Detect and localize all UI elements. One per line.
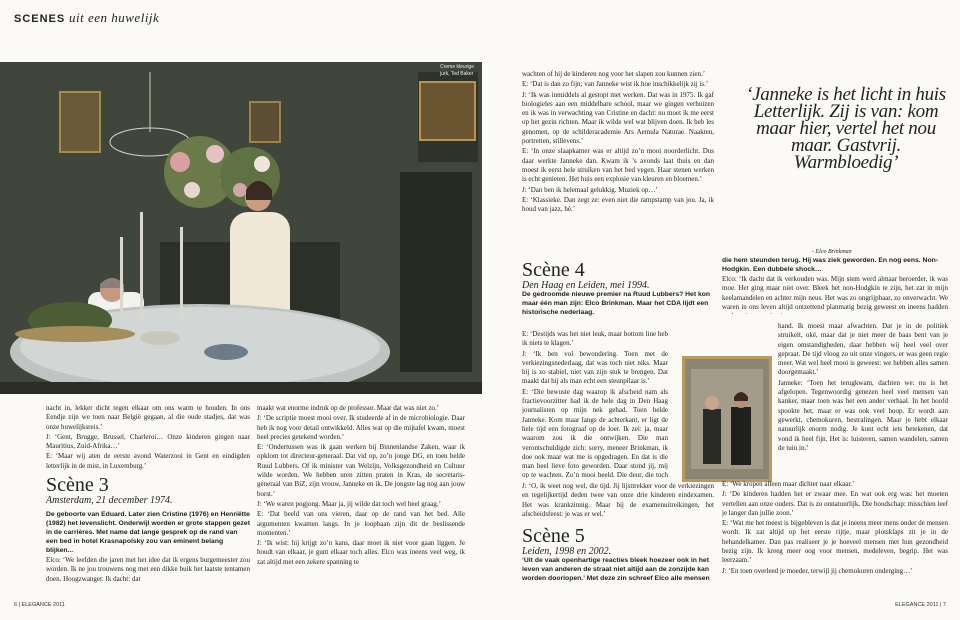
paragraph: E: ‘Ondertussen was ik gaan werken bij Binnenlandse Zaken, waar ik opklom tot directeur-generaal. Dat vid op, zo’n jonge DG, en toen belde Ruud Lubbers. Of ik minister van Welzijn, Volksgezondheid en Cultuur wilde worden. We hebben uren zitten praten in Kras, de secretaris-generaal van BiZ, zijn vrouw, Janneke en ik. De jongste lag nog aan jouw borst.’ xyxy=(257,443,465,498)
scene-5-heading: Scène 5 xyxy=(522,525,585,547)
paragraph: J: ‘De kinderen hadden het er zwaar mee. En wat ook erg was: het moeten vertellen aan onze ouders. Dat is zo onnatuurlijk. Die boodschap: misschien leef je langer dan jullie zoon.’ xyxy=(722,490,948,517)
paragraph: hand. Ik moest maar afwachten. Dat je in de politiek struikelt, oké, maar dat je niet meer de baas bent van je eigen omstandigheden, daar hebben wij heel veel over gepraat. De tijd vloog zo uit onze vingers, er was geen regie meer. Wat wel heel mooi is geweest: we hebben alles samen doorgemaakt.’ xyxy=(778,322,948,377)
scene-3-date: Amsterdam, 21 december 1974. xyxy=(46,495,173,507)
scene-5-lead-block xyxy=(522,556,714,592)
scene-4-heading: Scène 4 xyxy=(522,259,585,281)
paragraph: wachten of hij de kinderen nog voor het slapen zou kunnen zien.’ xyxy=(522,70,706,78)
paragraph: E: ‘Klassieke. Dan zegt ze: even niet die rampstamp van jou. Ja, ik houd van jazz, hè.’ xyxy=(522,195,714,214)
paragraph: nacht in, lekker dicht tegen elkaar om ons warm te houden. In ons Eendje zijn we toen naar België gegaan, al die oude stadjes, dat was onze huwelijksreis.’ xyxy=(46,404,250,431)
text-column-4-top xyxy=(722,256,948,314)
scene-3-heading: Scène 3 xyxy=(46,474,109,497)
dining-room-illustration xyxy=(0,62,482,394)
paragraph: Elco: ‘We leefden die jaren met het idee dat ik ergens burgemeester zou worden. Ik ne jou trouwens nog met een dikke buik het laatste tentamen doen. Hoogzwanger. Ik dacht: dat xyxy=(46,556,250,583)
paragraph: J: ‘De scriptie moest mooi over. Ik studeerde af in de microbiologie. Daar heb ik nog voor detail ontwikkeld. Alles wat op die mijtafel kwam, moest heel precies getekend worden.’ xyxy=(257,414,465,441)
paragraph: Janneke: ‘Toen het terugkwam, dachten we: nu is het afgelopen. Tegenwoordig genezen heel veel mensen van kanker, maar toen was het een ander verhaal. In het hoofd spookte het, maar er was ook veel hoop. Er wordt aan gewerkt, chemokuren, bestralingen. Maar je hebt elkaar natuurlijk enorm nodig. Je kunt echt iets betekenen, dat vond ik heel fijn. Het is: luisteren, samen wandelen, samen de tuin in.’ xyxy=(778,378,948,452)
section-label: SCENES xyxy=(14,13,66,25)
footer-left: 6 | ELEGANCE 2011 xyxy=(14,602,65,608)
quote-attribution: - Elco Brinkman xyxy=(812,249,852,255)
scene-5-date: Leiden, 1998 en 2002. xyxy=(522,546,612,557)
paragraph: E: ‘We kropen alleen maar dichter naar elkaar.’ xyxy=(722,480,855,488)
text-column-4-narrow xyxy=(778,322,948,474)
text-column-4-bottom xyxy=(722,480,948,598)
scene-4-date: Den Haag en Leiden, mei 1994. xyxy=(522,280,650,291)
paragraph: E: ‘Die bewuste dag waarop ik afscheid nam als fractievoorzitter had ik de hele dag in Den Haag journalisten op mijn nek gehad. Toen belde Janneke. Kom maar langs de achterkant, er ligt de hele tijd een fotograaf op de loer. Ik zei: ja, maar waarom zou ik die ontwijken. Die man verontschuldigde zich: sorry, meneer Brinkman, ik doe ook maar wat me is opgedragen. En dat is die man heel lieve foto geworden. Daar stond jij, mij op te wachten. Zo’n mooi beeld. Die deur, die toch xyxy=(522,387,668,478)
text-column-3-lower xyxy=(522,482,714,520)
scene-5-lead: ‘Uit de vaak openhartige reacties bleek hoezeer ook in het leven van anderen de straat niet altijd aan de zonzijde kan worden doorlopen.’ Met deze zin schreef Elco alle mensen xyxy=(522,557,710,582)
couple-in-mirror-illustration xyxy=(685,359,769,479)
paragraph: J: ‘En toen overleed je moeder, terwijl jij chemokuren onderging…’ xyxy=(722,566,913,575)
paragraph: J: ‘Gent, Brugge, Brussel, Charleroi… Onze kinderen gingen naar Mauritius, Zuid-Afrika…’ xyxy=(46,432,250,451)
section-header xyxy=(14,10,159,26)
paragraph: E: ‘Maar wij aten de eerste avond Waterzooi in Gent en eindigden letterlijk in de mist, in Luxemburg.’ xyxy=(46,452,250,470)
scene-4-lead-block xyxy=(522,290,714,326)
paragraph: J: ‘Ik ben vol bewondering. Toen met de verkiezingsnederlaag, dat was toch niet niks. Maar hij is zo stabiel, niet van zijn stuk te brengen. Dat maakt dat hij als man echt een steunpilaar is.’ xyxy=(522,349,668,386)
scene-3-lead: De geboorte van Eduard. Later zien Cristine (1976) en Henriëtte (1982) het levenslicht. Onderwijl worden er grote stappen gezet in de carrières. Met name dat lange gesprek op de rand van een bed in hotel Krasnapolsky zou van eminent belang blijken... xyxy=(46,511,250,555)
footer-right: ELEGANCE 2011 | 7 xyxy=(895,602,946,608)
pull-quote: ‘Janneke is het licht in huis Letterlijk. Zij is van: kom maar hier, vertel het nou maar. Gastvrij. Warmbloedig’ xyxy=(746,84,946,173)
inset-photo xyxy=(682,356,772,482)
paragraph: J: ‘Ik wist: hij krijgt zo’n kans, daar moet ik niet voor gaan liggen. Je houdt van elkaar, je gunt elkaar toch alles. Elco was ineens veel weg, ik zat altijd met een zekere spanning te xyxy=(257,539,465,566)
text-column-3-top xyxy=(522,70,714,254)
text-column-2 xyxy=(257,404,465,600)
paragraph: J: ‘We waren pogjong. Maar ja, jij wilde dat toch wel heel graag.’ xyxy=(257,499,441,508)
paragraph: J: ‘Dan ben ik helemaal gelukkig. Muziek op…’ xyxy=(522,185,658,194)
scene-4-lead: De gedroomde nieuwe premier na Ruud Lubbers? Het kon maar één man zijn: Elco Brinkman. Maar het CDA lijdt een historische nederlaag. xyxy=(522,291,711,316)
text-column-1 xyxy=(46,404,250,600)
scene-5-lead-continued: die hem steunden terug. Hij was ziek geworden. En nog eens. Non-Hodgkin. Een dubbele shock… xyxy=(722,257,939,273)
paragraph: E: ‘Dat is dan zo fijn; van Janneke wist ik hoe inschikkelijk zij is.’ xyxy=(522,80,709,89)
photo-credit: Creme kleurige jurk, Ted Baker xyxy=(440,64,474,77)
paragraph: J: ‘O, ik weet nog wel, die tijd. Jij lijsttrekker voor de verkiezingen en tegelijkertijd deden twee van onze drie kinderen eindexamen. Het was krankzinnig. Maar bij de examenuitreikingen, het afscheidsfeest: je was er wel.’ xyxy=(522,482,714,518)
paragraph: E: ‘Destijds was het niet leuk, maar bottom line heb ik niets te klagen.’ xyxy=(522,330,668,348)
section-subtitle: uit een huwelijk xyxy=(69,10,160,25)
paragraph: E: ‘In onze slaapkamer was er altijd zo’n mooi noorderlicht. Dus daar werkte Janneke dan. Kwam ik ’s avonds laat thuis en dan moest ik eerst hele struiken van het bed vegen. Haar stenen werken is echt genieten. Het huis een explosie van kleuren en bloemen.’ xyxy=(522,147,714,184)
paragraph: Elco: ‘Ik dacht dat ik verkouden was. Mijn stem werd almaar beroerder, ik was moe. Het ging maar niet over. Bleek het non-Hodgkin te zijn, het zat in mijn keelamandelen en achter mijn neus. Het was zo ongrijpbaar, zo onverwacht. We waren in ons leven altijd ontzettend planmatig bezig geweest en ineens hadden xyxy=(722,275,948,311)
text-column-3-narrow xyxy=(522,330,668,478)
paragraph: J: ‘Ik was inmiddels al gestopt met werken. Dat was in 1975. Ik gaf biologieles aan een middelbare school, maar we gingen verhuizen en ik was in verwachting van Cristine en dacht: nu moet ik me eerst op het gezin richten. Maar ik wilde wel wat blijven doen. Ik heb les genomen, op de schilderacademie Ars Aemula Naturae. Naakten, portretten, stillevens.’ xyxy=(522,90,714,146)
paragraph: maakt wat enorme indruk op de professor. Maar dat was niet zo.’ xyxy=(257,404,440,412)
paragraph: E: ‘Wat me het meest is bijgebleven is dat je ineens meer mens onder de mensen wordt. Ik zat altijd op het eerste rijtje, maar plotsklaps zit je in de behandelkamer. Dan pas realiseer je je hoeveel mensen met hun gezondheid bezig zijn. Ik kreeg meer oog voor mensen, medeleven, begrip. Het was leerzaam.’ xyxy=(722,519,948,565)
main-photo xyxy=(0,62,482,394)
paragraph: E: ‘Dat beeld van ons vieren, daar op de rand van het bed. Alle argumenten kwamen langs. In je loopbaan zijn dit de beslissende momenten.’ xyxy=(257,510,465,537)
